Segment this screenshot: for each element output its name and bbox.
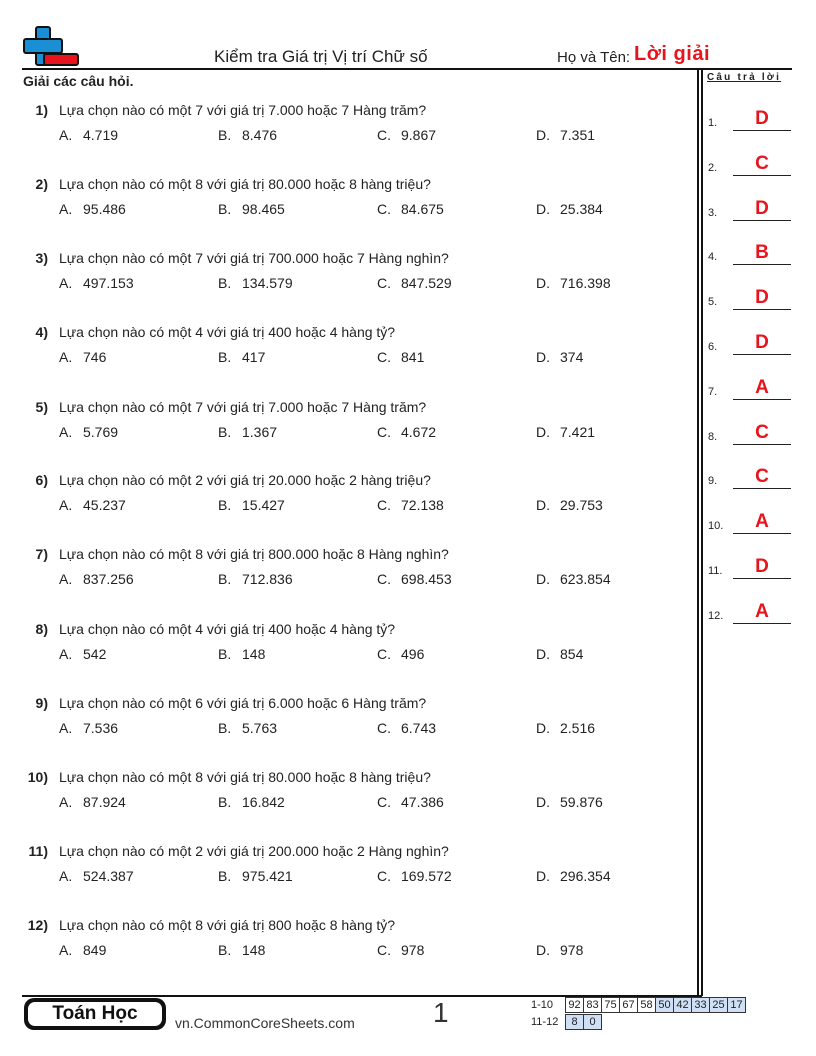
answer-option	[536, 201, 603, 217]
brand-label: Toán Học	[28, 1002, 162, 1026]
answer-option	[218, 201, 285, 217]
answer-option	[536, 127, 595, 143]
score-cell: 42	[674, 998, 692, 1013]
option-letter: D.	[536, 868, 550, 884]
option-letter: D.	[536, 571, 550, 587]
answer-row	[708, 191, 796, 221]
answer-option	[218, 424, 277, 440]
answer-blank-line	[733, 130, 791, 131]
answer-row	[708, 235, 796, 265]
answer-row	[708, 594, 796, 624]
answer-option	[218, 275, 293, 291]
answer-option	[59, 424, 118, 440]
option-letter: B.	[218, 868, 232, 884]
option-value: 1.367	[242, 424, 278, 440]
answer-number: 11.	[708, 565, 723, 577]
answer-option	[59, 720, 118, 736]
answer-option	[218, 571, 293, 587]
question-number: 8)	[35, 621, 48, 637]
question-item	[0, 546, 690, 606]
answer-option	[59, 275, 134, 291]
score-cell: 0	[584, 1015, 602, 1030]
question-item	[0, 917, 690, 977]
option-value: 698.453	[401, 571, 452, 587]
option-value: 497.153	[83, 275, 134, 291]
answer-row	[708, 459, 796, 489]
answer-letter: B	[755, 242, 769, 264]
option-value: 25.384	[560, 201, 603, 217]
option-value: 4.719	[83, 127, 119, 143]
answer-letter: D	[755, 108, 769, 129]
option-value: 134.579	[242, 275, 293, 291]
option-letter: A.	[59, 497, 73, 513]
score-cell: 17	[728, 998, 746, 1013]
option-value: 29.753	[560, 497, 603, 513]
question-item	[0, 176, 690, 236]
score-cell: 25	[710, 998, 728, 1013]
option-letter: D.	[536, 349, 550, 365]
answer-option	[218, 349, 265, 365]
answer-option	[59, 349, 106, 365]
option-value: 6.743	[401, 720, 437, 736]
option-value: 847.529	[401, 275, 452, 291]
answer-row	[708, 415, 796, 445]
answer-blank-line	[733, 578, 791, 579]
answer-number: 4.	[708, 251, 718, 264]
option-letter: D.	[536, 794, 550, 810]
option-letter: B.	[218, 720, 232, 736]
option-value: 9.867	[401, 127, 437, 143]
option-value: 496	[401, 646, 425, 662]
answer-column-header: Câu trả lời	[707, 72, 782, 83]
answer-option	[59, 497, 126, 513]
option-value: 148	[242, 942, 266, 958]
answer-blank-line	[733, 488, 791, 489]
answer-option	[536, 571, 611, 587]
answer-option	[377, 720, 436, 736]
answer-number: 8.	[708, 430, 718, 443]
column-divider-left	[697, 69, 699, 996]
score-cell: 50	[656, 998, 674, 1013]
answer-option	[59, 868, 134, 884]
option-value: 84.675	[401, 201, 444, 217]
option-letter: A.	[59, 275, 73, 291]
option-value: 45.237	[83, 497, 126, 513]
question-text: Lựa chọn nào có một 2 với giá trị 20.000 hoặc 2 hàng triệu?	[59, 472, 431, 488]
answer-number: 6.	[708, 341, 718, 353]
option-letter: C.	[377, 794, 391, 810]
option-letter: D.	[536, 497, 550, 513]
answer-blank-line	[733, 264, 791, 265]
answer-letter: D	[755, 197, 769, 219]
answer-row	[708, 146, 796, 176]
option-value: 524.387	[83, 868, 134, 884]
answer-option	[218, 497, 285, 513]
option-letter: A.	[59, 720, 73, 736]
question-text: Lựa chọn nào có một 2 với giá trị 200.000 hoặc 2 Hàng nghìn?	[59, 843, 449, 859]
answer-option	[377, 275, 452, 291]
option-value: 8.476	[242, 127, 278, 143]
option-letter: B.	[218, 794, 232, 810]
answer-option	[536, 275, 611, 291]
page-title: Kiểm tra Giá trị Vị trí Chữ số	[214, 47, 428, 66]
answer-option	[377, 201, 444, 217]
answer-blank-line	[733, 220, 791, 221]
question-item	[0, 399, 690, 459]
answer-option	[536, 424, 595, 440]
option-value: 7.421	[560, 424, 596, 440]
option-value: 746	[83, 349, 107, 365]
option-letter: D.	[536, 127, 550, 143]
option-value: 148	[242, 646, 266, 662]
option-letter: D.	[536, 720, 550, 736]
answer-option	[59, 127, 118, 143]
option-letter: B.	[218, 497, 232, 513]
question-text: Lựa chọn nào có một 4 với giá trị 400 hoặc 4 hàng tỷ?	[59, 324, 396, 340]
answer-option	[59, 646, 106, 662]
option-value: 712.836	[242, 571, 293, 587]
answer-row	[708, 504, 796, 534]
option-letter: C.	[377, 349, 391, 365]
answer-option	[536, 646, 583, 662]
question-item	[0, 769, 690, 829]
answer-row	[708, 325, 796, 355]
answer-row	[708, 280, 796, 310]
option-letter: C.	[377, 424, 391, 440]
option-letter: B.	[218, 571, 232, 587]
option-letter: B.	[218, 646, 232, 662]
option-value: 47.386	[401, 794, 444, 810]
option-value: 4.672	[401, 424, 437, 440]
answer-option	[377, 424, 436, 440]
score-table-row-2	[531, 1014, 602, 1030]
question-text: Lựa chọn nào có một 8 với giá trị 800 hoặc 8 hàng tỷ?	[59, 917, 396, 933]
question-number: 2)	[35, 176, 48, 192]
column-divider-right	[701, 69, 703, 996]
answer-letter: D	[755, 332, 769, 353]
question-text: Lựa chọn nào có một 8 với giá trị 800.000 hoặc 8 Hàng nghìn?	[59, 546, 449, 562]
question-number: 4)	[35, 324, 48, 340]
question-text: Lựa chọn nào có một 8 với giá trị 80.000 hoặc 8 hàng triệu?	[59, 176, 431, 192]
option-value: 296.354	[560, 868, 611, 884]
score-cell: 8	[566, 1015, 584, 1030]
answer-option	[377, 794, 444, 810]
option-letter: A.	[59, 201, 73, 217]
option-letter: D.	[536, 942, 550, 958]
option-letter: C.	[377, 868, 391, 884]
option-letter: B.	[218, 349, 232, 365]
question-number: 5)	[35, 399, 48, 415]
answer-option	[218, 942, 265, 958]
option-value: 837.256	[83, 571, 134, 587]
option-value: 59.876	[560, 794, 603, 810]
answer-number: 5.	[708, 296, 718, 309]
option-value: 98.465	[242, 201, 285, 217]
question-item	[0, 250, 690, 310]
score-range-label: 1-10	[531, 999, 554, 1011]
answer-option	[377, 127, 436, 143]
answer-option	[536, 497, 603, 513]
answer-option	[377, 646, 424, 662]
brand-badge	[24, 998, 166, 1030]
option-value: 623.854	[560, 571, 611, 587]
score-cell: 75	[602, 998, 620, 1013]
option-letter: A.	[59, 127, 73, 143]
question-item	[0, 621, 690, 681]
option-letter: C.	[377, 942, 391, 958]
answer-letter: C	[755, 152, 769, 174]
answer-number: 3.	[708, 206, 718, 219]
option-letter: B.	[218, 201, 232, 217]
option-letter: B.	[218, 942, 232, 958]
answer-blank-line	[733, 354, 791, 355]
question-number: 11)	[28, 843, 48, 859]
option-letter: A.	[59, 349, 73, 365]
question-item	[0, 324, 690, 384]
question-number: 7)	[35, 546, 48, 562]
option-letter: D.	[536, 424, 550, 440]
answer-option	[218, 794, 285, 810]
answer-option	[218, 646, 265, 662]
plus-minus-logo-icon	[22, 26, 80, 68]
option-letter: B.	[218, 424, 232, 440]
option-letter: B.	[218, 127, 232, 143]
option-letter: D.	[536, 201, 550, 217]
option-letter: C.	[377, 646, 391, 662]
score-cell: 83	[584, 998, 602, 1013]
answer-option	[377, 868, 452, 884]
option-letter: C.	[377, 127, 391, 143]
question-item	[0, 472, 690, 532]
option-value: 417	[242, 349, 266, 365]
question-number: 3)	[35, 250, 48, 266]
question-text: Lựa chọn nào có một 8 với giá trị 80.000 hoặc 8 hàng triệu?	[59, 769, 431, 785]
option-value: 5.763	[242, 720, 278, 736]
option-letter: A.	[59, 942, 73, 958]
answer-letter: A	[755, 511, 769, 533]
answer-option	[377, 349, 424, 365]
name-label: Họ và Tên:	[557, 49, 631, 66]
answer-number: 1.	[708, 117, 718, 129]
answer-number: 9.	[708, 475, 718, 488]
question-number: 1)	[35, 102, 48, 118]
question-text: Lựa chọn nào có một 7 với giá trị 7.000 hoặc 7 Hàng trăm?	[59, 399, 427, 415]
answer-letter: A	[755, 600, 769, 622]
option-value: 5.769	[83, 424, 119, 440]
answer-option	[218, 868, 293, 884]
question-item	[0, 843, 690, 903]
option-letter: A.	[59, 571, 73, 587]
option-letter: A.	[59, 868, 73, 884]
answer-blank-line	[733, 309, 791, 310]
option-letter: D.	[536, 275, 550, 291]
answer-row	[708, 549, 796, 579]
option-letter: C.	[377, 720, 391, 736]
answer-blank-line	[733, 399, 791, 400]
answer-letter: C	[755, 421, 769, 443]
option-value: 95.486	[83, 201, 126, 217]
option-value: 849	[83, 942, 107, 958]
option-value: 978	[401, 942, 425, 958]
answer-blank-line	[733, 175, 791, 176]
answer-blank-line	[733, 623, 791, 624]
option-letter: D.	[536, 646, 550, 662]
score-cell: 92	[566, 998, 584, 1013]
question-number: 10)	[27, 769, 48, 785]
name-value: Lời giải	[634, 43, 711, 65]
option-value: 542	[83, 646, 107, 662]
option-value: 978	[560, 942, 584, 958]
answer-option	[59, 201, 126, 217]
option-letter: B.	[218, 275, 232, 291]
option-letter: C.	[377, 201, 391, 217]
option-value: 15.427	[242, 497, 285, 513]
option-value: 169.572	[401, 868, 452, 884]
question-number: 12)	[27, 917, 48, 933]
option-letter: C.	[377, 571, 391, 587]
answer-option	[536, 942, 583, 958]
score-cell: 58	[638, 998, 656, 1013]
option-letter: A.	[59, 646, 73, 662]
answer-option	[377, 497, 444, 513]
option-letter: C.	[377, 275, 391, 291]
answer-option	[536, 720, 595, 736]
option-value: 72.138	[401, 497, 444, 513]
answer-option	[59, 571, 134, 587]
option-value: 16.842	[242, 794, 285, 810]
option-letter: A.	[59, 794, 73, 810]
question-number: 6)	[35, 472, 48, 488]
option-letter: C.	[377, 497, 391, 513]
answer-letter: D	[755, 556, 769, 577]
answer-letter: C	[755, 466, 769, 488]
option-value: 7.351	[560, 127, 596, 143]
answer-number: 10.	[708, 520, 724, 533]
option-value: 716.398	[560, 275, 611, 291]
answer-option	[377, 942, 424, 958]
question-number: 9)	[35, 695, 48, 711]
answer-option	[536, 349, 583, 365]
instructions: Giải các câu hỏi.	[23, 73, 134, 89]
question-item	[0, 695, 690, 755]
option-value: 975.421	[242, 868, 293, 884]
option-value: 87.924	[83, 794, 126, 810]
score-range-label: 11-12	[531, 1016, 559, 1028]
answer-option	[59, 942, 106, 958]
question-text: Lựa chọn nào có một 4 với giá trị 400 hoặc 4 hàng tỷ?	[59, 621, 396, 637]
option-value: 374	[560, 349, 584, 365]
score-cell: 33	[692, 998, 710, 1013]
question-item	[0, 102, 690, 162]
answer-option	[218, 127, 277, 143]
question-text: Lựa chọn nào có một 7 với giá trị 700.000 hoặc 7 Hàng nghìn?	[59, 250, 449, 266]
score-table-row-1	[531, 997, 746, 1013]
page-number: 1	[433, 997, 449, 1028]
answer-letter: A	[755, 376, 769, 398]
top-rule	[22, 68, 792, 70]
site-url: vn.CommonCoreSheets.com	[175, 1015, 355, 1031]
score-cell: 67	[620, 998, 638, 1013]
option-letter: A.	[59, 424, 73, 440]
option-value: 854	[560, 646, 584, 662]
option-value: 2.516	[560, 720, 596, 736]
answer-option	[59, 794, 126, 810]
answer-letter: D	[755, 287, 769, 309]
answer-number: 12.	[708, 609, 724, 622]
question-text: Lựa chọn nào có một 7 với giá trị 7.000 hoặc 7 Hàng trăm?	[59, 102, 427, 118]
answer-blank-line	[733, 444, 791, 445]
answer-row	[708, 101, 796, 131]
answer-option	[536, 794, 603, 810]
answer-row	[708, 370, 796, 400]
answer-number: 7.	[708, 385, 718, 398]
option-value: 7.536	[83, 720, 119, 736]
option-value: 841	[401, 349, 425, 365]
answer-option	[377, 571, 452, 587]
answer-blank-line	[733, 533, 791, 534]
question-text: Lựa chọn nào có một 6 với giá trị 6.000 hoặc 6 Hàng trăm?	[59, 695, 427, 711]
answer-number: 2.	[708, 161, 718, 174]
answer-option	[218, 720, 277, 736]
answer-option	[536, 868, 611, 884]
